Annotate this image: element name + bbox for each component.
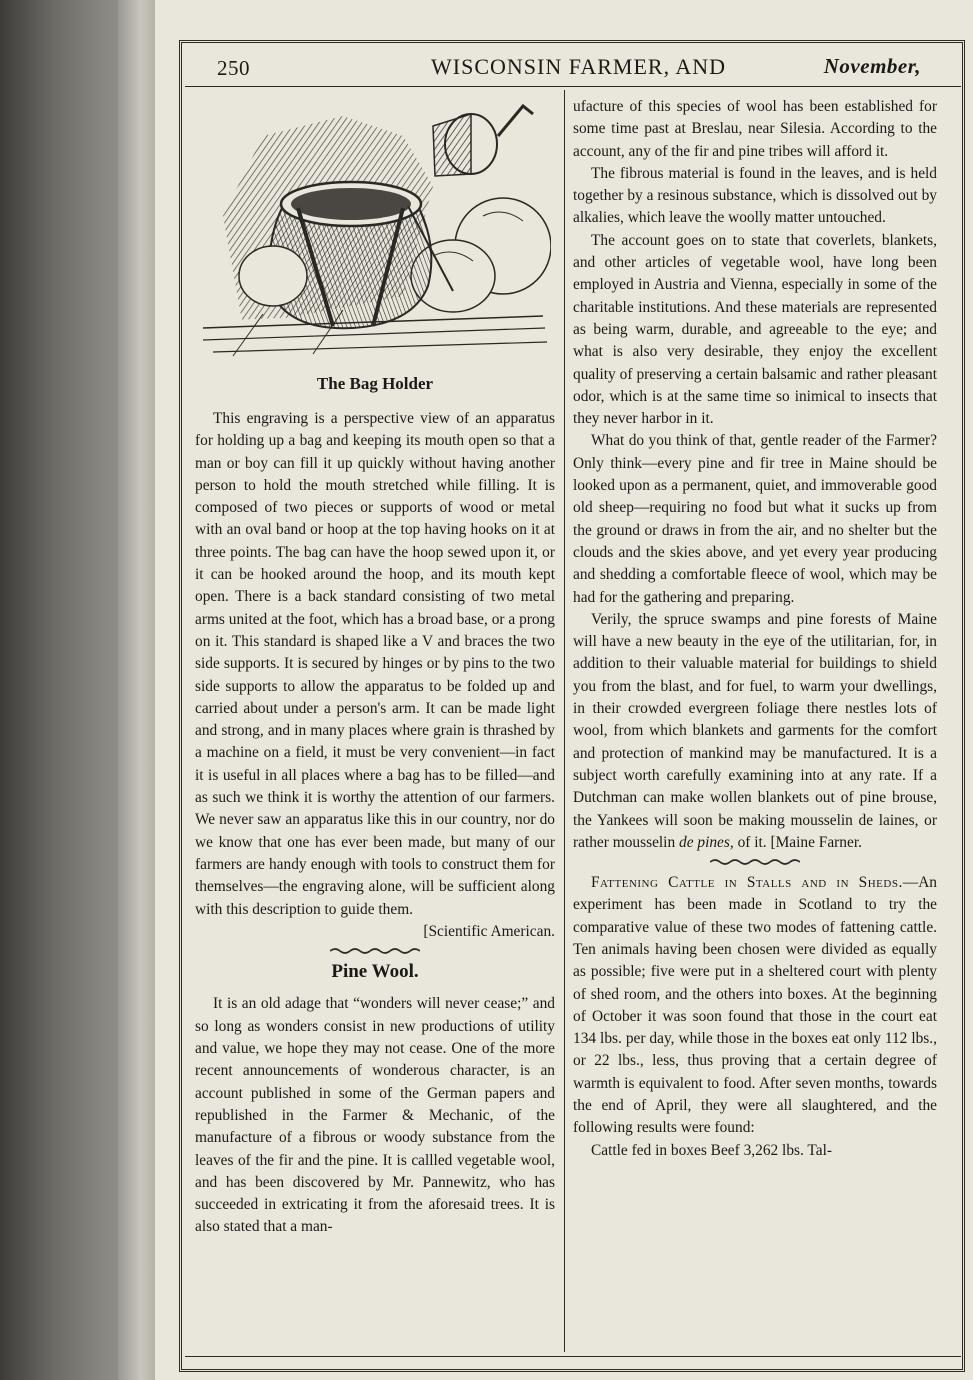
fattening-heading: Fattening Cattle in Stalls and in Sheds. <box>591 874 903 892</box>
fattening-paragraph <box>573 872 937 1140</box>
bag-holder-engraving-icon <box>203 96 551 358</box>
pine-wool-paragraph: It is an old adage that “wonders will never cease;” and so long as wonders consist in new productions of utility and value, we hope they may not cease. One of the more recent announcements of wonderous character, is an account published in some of the German papers and republished in the Farmer & Mechanic, of the manufacture of a fibrous or woody substance from the leaves of the fir and the pine. It is callled vegetable wool, and has been discovered by Mr. Pannewitz, who has succeeded in extricating it from the aforesaid trees. It is also stated that a man- <box>195 995 555 1236</box>
pine-wool-paragraph: The fibrous material is found in the leaves, and is held together by a resinous substance, which is dissolved out by alkalies, which leave the woolly matter untouched. <box>573 164 937 227</box>
left-column <box>195 408 555 1239</box>
closing-text: of it. <box>733 833 771 851</box>
illustration-caption: The Bag Holder <box>316 374 434 393</box>
section-separator <box>710 858 800 866</box>
bag-holder-attribution: [Scientific American. <box>423 922 555 940</box>
pine-wool-paragraph-text: Verily, the spruce swamps and pine forests of Maine will have a new beauty in the eye of the utilitarian, for, in addition to their valuable material for buildings to shield you from the blast, and for fuel, to warm your dwellings, in their crowded evergreen foliage there nestles lots of wool, from which blankets and garments for the comfort and protection of mankind may be manufactured. It is a subject worth carefully examining into at any rate. If a Dutchman can make wollen blankets out of pine brouse, the Yankees will soon be making mousselin de laines, or rather mousselin <box>573 610 937 851</box>
newspaper-page <box>155 0 973 1380</box>
page-header <box>195 52 955 82</box>
page-number: 250 <box>217 56 250 80</box>
issue-month: November, <box>823 54 921 78</box>
bag-holder-paragraph: This engraving is a perspective view of an apparatus for holding up a bag and keeping its mouth open so that a man or boy can fill it up quickly without having another person to hold the mouth stretched while filling. It is composed of two pieces or supports of wood or metal with an oval band or hoop at the top having hooks on it at three points. The bag can have the hoop sewed upon it, or it can be hooked around the hoop, and its mouth kept open. There is a back standard consisting of two metal arms united at the foot, which has a broad base, or a prong on it. This standard is shaped like a V and braces the two side supports. It is secured by hinges or by pins to the two side supports to allow the apparatus to be folded up and carried about under a person's arm. It can be made light and strong, and in many places where grain is thrashed by a machine on a field, it must be very convenient—in fact it is useful in all places where a bag has to be filled—and as such we think it is worthy the attention of our farmers. We never saw an apparatus like this in our country, nor do we know that one has ever been made, but many of our farmers are handy enough with tools to construct them for themselves—the engraving alone, will be sufficient along with this description to guide them. <box>195 410 555 918</box>
pine-wool-paragraph: What do you think of that, gentle reader of the Farmer? Only think—every pine and fir tree in Maine should be looked upon as a permanent, quiet, and immoverable good old sheep—requiring no food but what it sucks up from the ground or draws in from the air, and no shelter but the clouds and the skies above, and yet every year producing and shedding a comfortable fleece of wool, which may be had for the gathering and preparing. <box>573 432 937 606</box>
section-separator <box>330 947 420 955</box>
page-gutter <box>118 0 156 1380</box>
pine-wool-heading: Pine Wool. <box>331 961 419 983</box>
right-column <box>573 96 937 1162</box>
masthead-title: WISCONSIN FARMER, AND <box>431 54 727 79</box>
fattening-result-line: Cattle fed in boxes Beef 3,262 lbs. Tal- <box>591 1141 832 1159</box>
pine-wool-closing-paragraph <box>573 609 937 854</box>
pine-wool-paragraph: ufacture of this species of wool has been established for some time past at Breslau, near Silesia. According to the account, any of the fir and pine tribes will afford it. <box>573 98 937 160</box>
header-rule <box>185 86 961 87</box>
pine-wool-attribution: [Maine Farner. <box>770 833 862 851</box>
bottom-rule <box>185 1356 961 1357</box>
column-divider <box>564 90 565 1352</box>
italic-phrase: de pines, <box>679 833 734 851</box>
pine-wool-paragraph: The account goes on to state that coverlets, blankets, and other articles of vegetable wool, have long been employed in Austria and Vienna, especially in some of the charitable institutions. And these materials are represented as being warm, durable, and agreeable to the eye; and what is also very desirable, they enjoy the excellent quality of preserving a certain balsamic and rather pleasant odor, which is at the same time so inimical to insects that they never harbor in it. <box>573 231 937 428</box>
fattening-text: —An experiment has been made in Scotland to try the comparative value of these two modes of fattening cattle. Ten animals having been chosen were divided as equally as possible; five were put in a sheltered court with plenty of shed room, and the others into boxes. At the beginning of October it was soon found that those in the court eat 134 lbs. per day, while those in the boxes eat only 112 lbs., or 22 lbs., less, thus proving that a certain degree of warmth is equivalent to food. After seven months, towards the end of April, they were all slaughtered, and the following results were found: <box>573 874 937 1137</box>
